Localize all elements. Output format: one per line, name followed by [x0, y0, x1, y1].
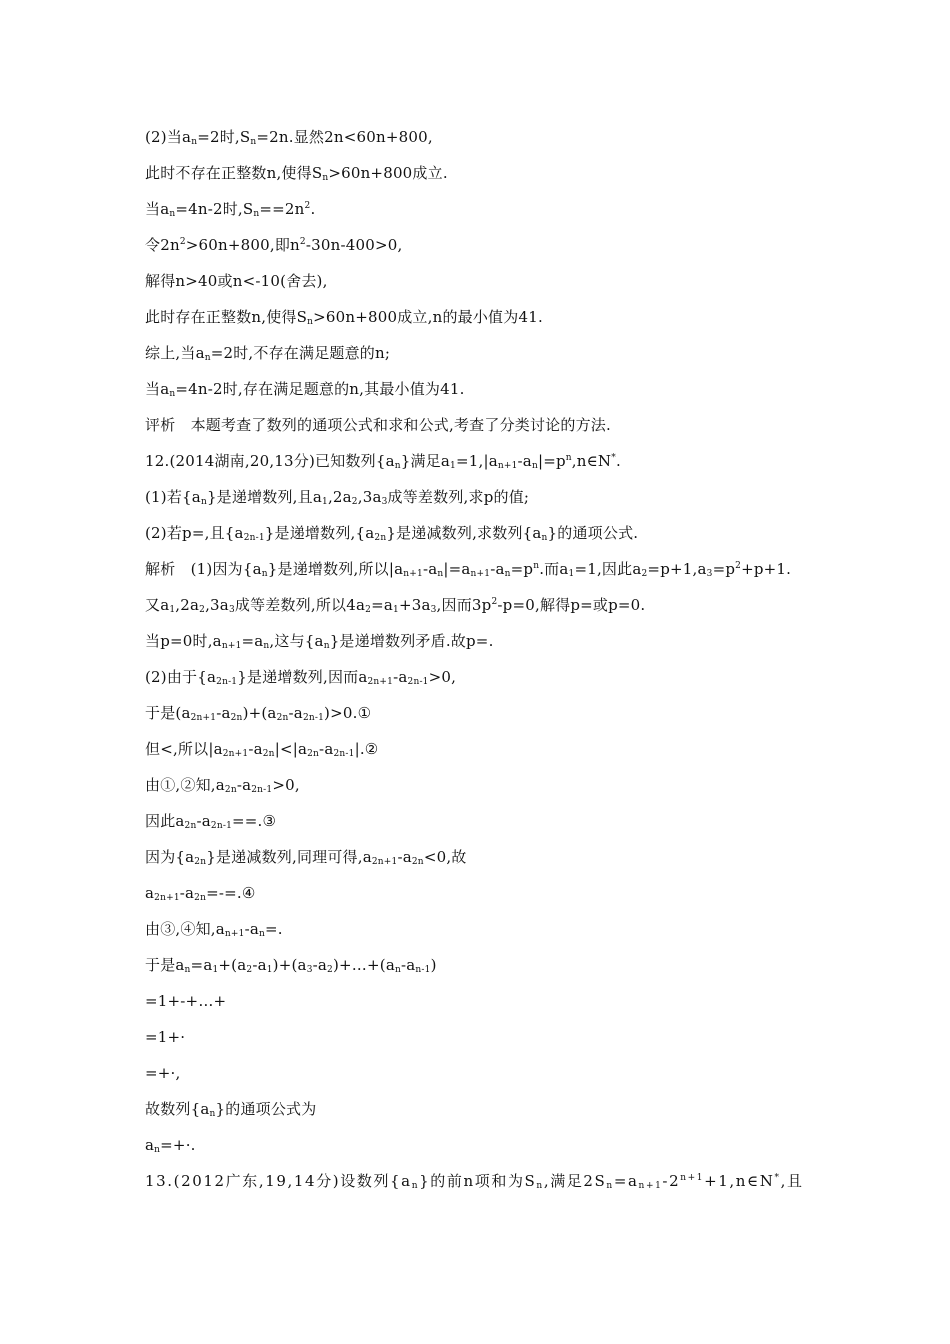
text-line-21: 因为$\{a_{2n}\}$是递减数列,同理可得$,a_{2n+1}-a_{2n}<0$,故 [145, 848, 467, 867]
text-line-10: 12.(2014湖南,20,13分)已知数列$\{a_n\}$满足$a_1=1,|a_{n+1}-a_n|=p^n,n\in N^*$. [145, 452, 621, 471]
text-line-15: 当p=0时$,a_{n+1}=a_n$,这与$\{a_n\}$是递增数列矛盾.故p=. [145, 632, 494, 651]
text-line-27: =+·, [145, 1064, 181, 1082]
text-line-25: =1+-+…+ [145, 992, 227, 1010]
text-line-24: 于是$a_n=a_1+(a_2-a_1)+(a_3-a_2)+\dots+(a_n-a_{n-1})$ [145, 956, 437, 975]
text-line-29: $a_n=+\cdot$. [145, 1136, 196, 1155]
text-line-30: 13.(2012广东,19,14分)设数列$\{a_n\}$的前n项和为$S_n$,满足$2S_n=a_{n+1}-2^{n+1}+1,n\in N^*$,且 [145, 1172, 804, 1191]
text-line-17: 于是$(a_{2n+1}-a_{2n})+(a_{2n}-a_{2n-1})>0.①$ [145, 704, 372, 723]
text-line-4: 令$2n^2>60n+800$,即$n^2-30n-400>0$, [145, 236, 403, 254]
text-line-11: (1)若$\{a_n\}$是递增数列,且$a_1,2a_2,3a_3$成等差数列,求p的值; [145, 488, 530, 507]
text-line-22: $a_{2n+1}-a_{2n}=-=.④$ [145, 884, 256, 903]
text-line-13: 解析 (1)因为$\{a_n\}$是递增数列,所以$|a_{n+1}-a_n|=a_{n+1}-a_n=p^n$.而$a_1=1$,因此$a_2=p+1,a_3=p^2+p+1$. [145, 560, 792, 579]
text-line-20: 因此$a_{2n}-a_{2n-1}==.③$ [145, 812, 277, 831]
text-line-12: (2)若p=,且$\{a_{2n-1}\}$是递增数列$,\{a_{2n}\}$是递减数列,求数列$\{a_n\}$的通项公式. [145, 524, 639, 543]
text-line-19: 由①,②知$,a_{2n}-a_{2n-1}>0$, [145, 776, 300, 795]
text-line-1: (2)当$a_n=2$时$,S_n=2n$.显然2n<60n+800, [145, 128, 433, 147]
text-line-2: 此时不存在正整数n,使得$S_n>60n+800$成立. [145, 164, 448, 183]
text-line-6: 此时存在正整数n,使得$S_n>60n+800$成立,n的最小值为41. [145, 308, 543, 327]
text-line-18: 但<,所以$|a_{2n+1}-a_{2n}|<|a_{2n}-a_{2n-1}|.②$ [145, 740, 379, 759]
text-line-7: 综上,当$a_n=2$时,不存在满足题意的n; [145, 344, 391, 363]
text-line-28: 故数列$\{a_n\}$的通项公式为 [145, 1100, 317, 1119]
text-line-5: 解得n>40或n<-10(舍去), [145, 272, 328, 290]
text-line-14: 又$a_1,2a_2,3a_3$成等差数列,所以$4a_2=a_1+3a_3$,因而$3p^2-p=0$,解得p=或p=0. [145, 596, 646, 615]
text-line-16: (2)由于$\{a_{2n-1}\}$是递增数列,因而$a_{2n+1}-a_{2n-1}>0$, [145, 668, 457, 687]
text-line-23: 由③,④知$,a_{n+1}-a_n=$. [145, 920, 283, 939]
text-line-9: 评析 本题考查了数列的通项公式和求和公式,考查了分类讨论的方法. [145, 416, 611, 434]
text-line-8: 当$a_n=4n-2$时,存在满足题意的n,其最小值为41. [145, 380, 465, 399]
text-line-3: 当$a_n=4n-2$时$,S_n==2n^2$. [145, 200, 316, 219]
text-line-26: =1+· [145, 1028, 186, 1046]
